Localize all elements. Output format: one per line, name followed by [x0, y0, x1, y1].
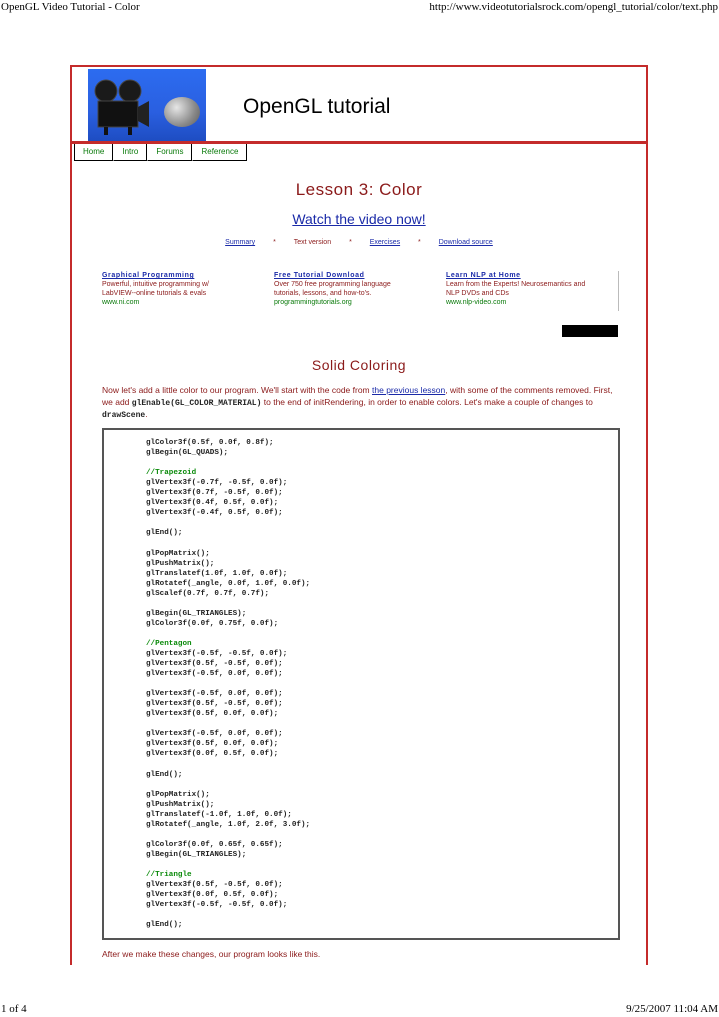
- ad-title[interactable]: Graphical Programming: [102, 272, 195, 279]
- inline-code: glEnable(GL_COLOR_MATERIAL): [131, 398, 262, 408]
- asteroid-icon: [164, 97, 200, 127]
- text-version-label: Text version: [293, 239, 332, 246]
- code-line: glEnd();: [146, 770, 183, 779]
- code-line: glRotatef(_angle, 1.0f, 2.0f, 3.0f);: [146, 820, 311, 829]
- code-comment: //Pentagon: [146, 639, 192, 648]
- code-line: [146, 679, 310, 689]
- code-line: glVertex3f(-0.4f, 0.5f, 0.0f);: [146, 509, 283, 518]
- code-line: glVertex3f(-0.7f, -0.5f, 0.0f);: [146, 479, 288, 488]
- code-listing: [146, 438, 310, 930]
- section-title: Solid Coloring: [311, 357, 407, 373]
- code-line: [146, 760, 310, 770]
- code-line: glVertex3f(0.5f, -0.5f, 0.0f);: [146, 881, 283, 890]
- code-line: glPushMatrix();: [146, 800, 215, 809]
- code-line: glVertex3f(-0.5f, -0.5f, 0.0f);: [146, 901, 288, 910]
- separator: *: [349, 239, 352, 246]
- code-line: glPopMatrix();: [146, 549, 210, 558]
- code-line: glTranslatef(-1.0f, 1.0f, 0.0f);: [146, 810, 292, 819]
- print-datetime: 9/25/2007 11:04 AM: [626, 1003, 718, 1015]
- ad-line: tutorials, lessons, and how-to's.: [274, 290, 372, 297]
- code-line: glVertex3f(-0.5f, 0.0f, 0.0f);: [146, 670, 283, 679]
- para-text: , with some of the comments removed. First, we add: [102, 385, 613, 407]
- exercises-link[interactable]: Exercises: [369, 239, 401, 246]
- banner-image: [88, 69, 206, 141]
- ad-title[interactable]: Learn NLP at Home: [446, 272, 521, 279]
- ad-item[interactable]: [102, 271, 262, 307]
- code-line: [146, 629, 310, 639]
- nav-home[interactable]: Home: [74, 144, 113, 161]
- code-line: [146, 599, 310, 609]
- code-line: [146, 910, 310, 920]
- code-line: glVertex3f(-0.5f, 0.0f, 0.0f);: [146, 690, 283, 699]
- ad-divider: [618, 271, 619, 311]
- print-page-title: OpenGL Video Tutorial - Color: [1, 1, 140, 13]
- site-nav: [74, 144, 247, 161]
- code-block: [102, 428, 620, 940]
- code-line: glVertex3f(-0.5f, -0.5f, 0.0f);: [146, 649, 288, 658]
- ad-line: Over 750 free programming language: [274, 281, 391, 288]
- ad-line: NLP DVDs and CDs: [446, 290, 509, 297]
- code-line: [146, 458, 310, 468]
- summary-link[interactable]: Summary: [225, 239, 256, 246]
- code-line: glPopMatrix();: [146, 790, 210, 799]
- code-line: [146, 860, 310, 870]
- after-text: After we make these changes, our program looks like this.: [102, 949, 321, 959]
- ad-url[interactable]: programmingtutorials.org: [274, 299, 352, 306]
- nav-forums[interactable]: Forums: [147, 144, 192, 161]
- code-line: glVertex3f(0.5f, 0.0f, 0.0f);: [146, 710, 279, 719]
- nav-intro[interactable]: Intro: [113, 144, 147, 161]
- code-line: glEnd();: [146, 529, 183, 538]
- download-source-link[interactable]: Download source: [438, 239, 493, 246]
- ad-item[interactable]: [274, 271, 434, 307]
- code-line: [146, 719, 310, 729]
- ad-block: [102, 271, 622, 321]
- code-line: glEnd();: [146, 921, 183, 930]
- code-line: glVertex3f(0.5f, -0.5f, 0.0f);: [146, 700, 283, 709]
- code-line: glScalef(0.7f, 0.7f, 0.7f);: [146, 589, 270, 598]
- code-line: glVertex3f(0.5f, -0.5f, 0.0f);: [146, 660, 283, 669]
- code-line: glPushMatrix();: [146, 559, 215, 568]
- code-comment: //Trapezoid: [146, 469, 197, 478]
- para-text: to the end of initRendering, in order to enable colors. Let's make a couple of changes to: [261, 396, 593, 407]
- separator: *: [273, 239, 276, 246]
- code-line: glRotatef(_angle, 0.0f, 1.0f, 0.0f);: [146, 579, 311, 588]
- code-line: [146, 538, 310, 548]
- code-line: [146, 518, 310, 528]
- site-title: OpenGL tutorial: [243, 95, 391, 118]
- ad-choices-bar[interactable]: [562, 325, 618, 337]
- code-line: [146, 780, 310, 790]
- ad-line: Learn from the Experts! Neurosemantics and: [446, 281, 586, 288]
- print-header: [0, 0, 719, 14]
- code-comment: //Triangle: [146, 871, 192, 880]
- code-line: glVertex3f(0.0f, 0.5f, 0.0f);: [146, 891, 279, 900]
- movie-camera-icon: [92, 79, 150, 135]
- lesson-links: [72, 239, 646, 246]
- code-line: glVertex3f(0.4f, 0.5f, 0.0f);: [146, 499, 279, 508]
- ad-item[interactable]: [446, 271, 621, 307]
- page-frame: [70, 65, 648, 965]
- nav-reference[interactable]: Reference: [192, 144, 247, 161]
- previous-lesson-link[interactable]: the previous lesson: [372, 385, 446, 395]
- separator: *: [418, 239, 421, 246]
- intro-paragraph: [102, 385, 622, 422]
- print-page-number: 1 of 4: [1, 1003, 27, 1015]
- ad-title[interactable]: Free Tutorial Download: [274, 272, 365, 279]
- ad-line: Powerful, intuitive programming w/: [102, 281, 209, 288]
- ad-url[interactable]: www.ni.com: [102, 299, 140, 306]
- para-text: .: [145, 409, 148, 419]
- code-line: glColor3f(0.0f, 0.65f, 0.65f);: [146, 840, 283, 849]
- code-line: glVertex3f(0.0f, 0.5f, 0.0f);: [146, 750, 279, 759]
- ad-url[interactable]: www.nlp-video.com: [446, 299, 507, 306]
- code-line: glBegin(GL_TRIANGLES);: [146, 609, 247, 618]
- para-text: Now let's add a little color to our program. We'll start with the code from: [102, 385, 373, 395]
- ad-line: LabVIEW--online tutorials & evals: [102, 290, 207, 297]
- code-line: glTranslatef(1.0f, 1.0f, 0.0f);: [146, 569, 288, 578]
- code-line: glBegin(GL_TRIANGLES);: [146, 850, 247, 859]
- lesson-title: Lesson 3: Color: [295, 180, 423, 199]
- watch-video-link[interactable]: Watch the video now!: [292, 211, 426, 227]
- code-line: glVertex3f(-0.5f, 0.0f, 0.0f);: [146, 730, 283, 739]
- code-line: glBegin(GL_QUADS);: [146, 449, 229, 458]
- inline-code: drawScene: [102, 411, 146, 420]
- print-url: http://www.videotutorialsrock.com/opengl_tutorial/color/text.php: [429, 1, 718, 13]
- code-line: glColor3f(0.0f, 0.75f, 0.0f);: [146, 619, 279, 628]
- code-line: glVertex3f(0.5f, 0.0f, 0.0f);: [146, 740, 279, 749]
- code-line: glColor3f(0.5f, 0.0f, 0.8f);: [146, 439, 274, 447]
- code-line: [146, 830, 310, 840]
- print-footer: [0, 1003, 719, 1017]
- code-line: glVertex3f(0.7f, -0.5f, 0.0f);: [146, 489, 283, 498]
